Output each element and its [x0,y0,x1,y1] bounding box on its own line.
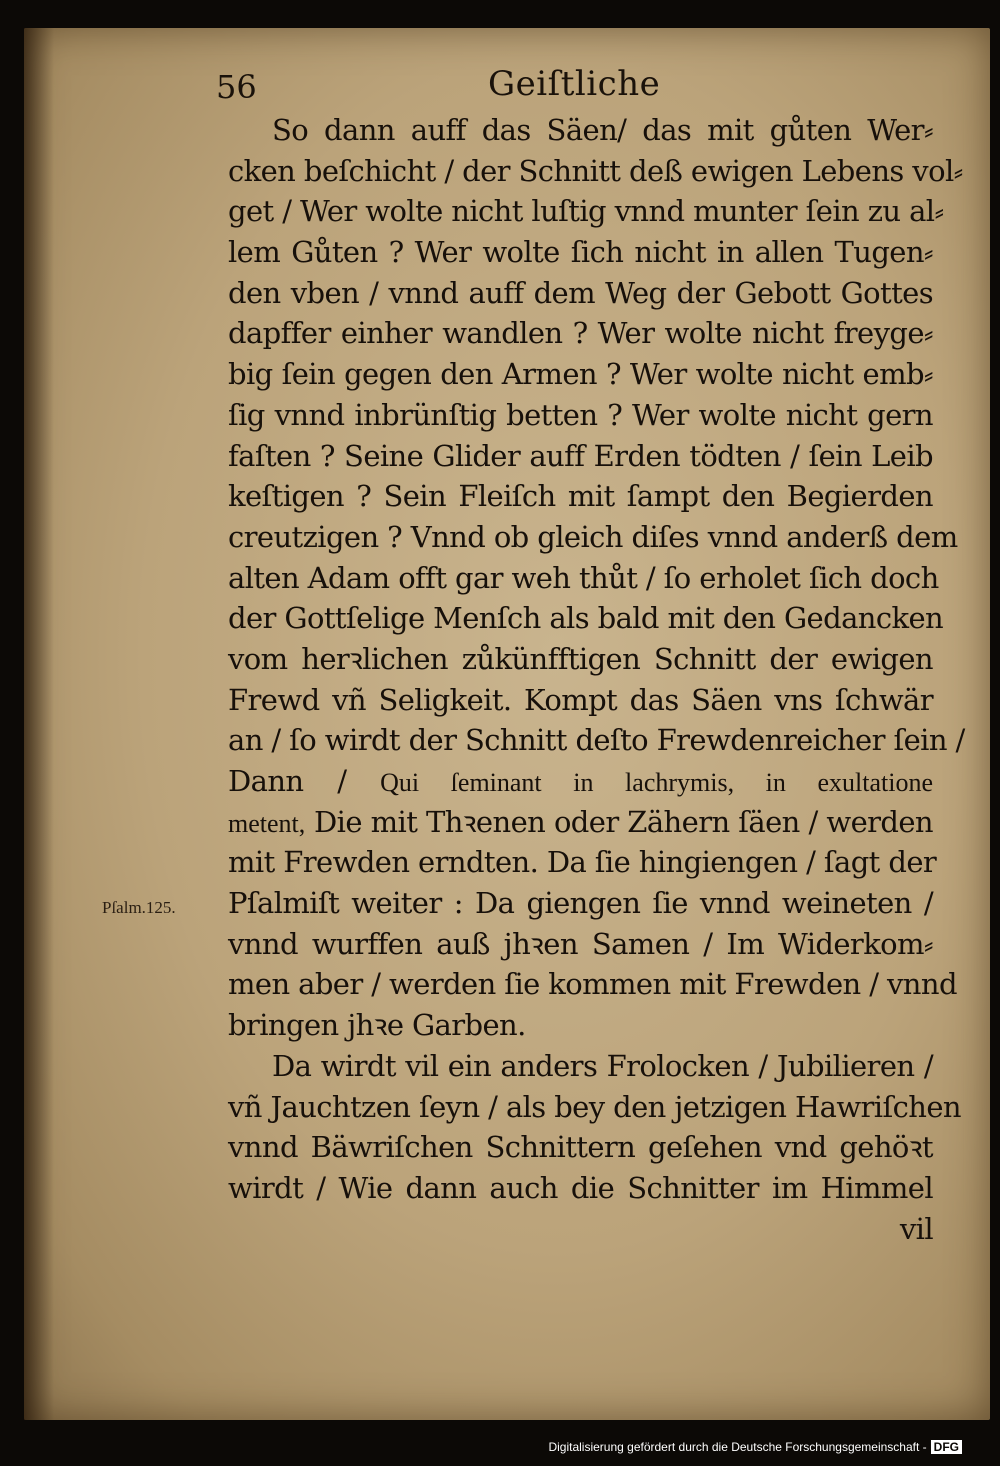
dfg-logo: DFG [931,1440,962,1454]
marginal-note: Pſalm.125. [102,898,176,917]
text-line: cken beſchicht / der Schnitt deß ewigen Lebens vol⸗ [228,153,963,188]
text-line: Da wirdt vil ein anders Frolocken / Jubilieren / [272,1048,933,1083]
catchword: vil [899,1211,933,1246]
text-line: mit Frewden erndten. Da ſie hingiengen / ſagt der [228,845,937,880]
text-line: wirdt / Wie dann auch die Schnitter im Himmel [228,1170,933,1205]
text-line: vom herꝛlichen zůkünfftigen Schnitt der ewigen [228,641,933,676]
text-line: den vben / vnnd auff dem Weg der Gebott Gottes [228,275,933,310]
latin-quote: metent, [228,808,306,838]
text-line: der Gottſelige Menſch als bald mit den Gedancken [228,601,944,636]
text-line: So dann auff das Säen/ das mit gůten Wer⸗ [272,113,933,147]
text-line: faſten ? Seine Glider auff Erden tödten / ſein Leib [228,438,933,473]
text-line: creutzigen ? Vnnd ob gleich diſes vnnd anderß dem [228,519,958,554]
text-line: ſig vnnd inbrünſtig betten ? Wer wolte nicht gern [228,397,933,432]
text-line: keſtigen ? Sein Fleiſch mit ſampt den Begierden [228,479,933,514]
page-number: 56 [216,68,257,106]
text-line-latin [228,802,933,843]
text-line: alten Adam offt gar weh thůt / ſo erholet ſich doch [228,560,939,595]
text-fragment: Dann / [228,764,347,798]
running-head: Geiſtliche [488,64,661,104]
text-line: vnnd wurffen auß jhꝛen Samen / Im Widerkom⸗ [228,926,933,961]
text-line: lem Gůten ? Wer wolte ſich nicht in allen Tugen⸗ [228,235,933,270]
text-fragment: Die mit Thꝛenen oder Zähern ſäen / werden [314,804,933,839]
text-line: get / Wer wolte nicht luſtig vnnd munter ſein zu al⸗ [228,194,944,229]
credit-text: Digitalisierung gefördert durch die Deutsche Forschungsgemeinschaft - [548,1440,927,1454]
text-line: dapffer einher wandlen ? Wer wolte nicht freyge⸗ [228,316,933,351]
text-line-latin [228,761,933,802]
funding-credit [548,1440,962,1454]
text-line: vñ Jauchtzen ſeyn / als bey den jetzigen Hawriſchen [228,1089,961,1124]
latin-quote: Qui ſeminant in lachrymis, in exultatione [380,768,933,797]
text-line: vnnd Bäwriſchen Schnittern geſehen vnd gehöꝛt [228,1130,933,1165]
text-line: men aber / werden ſie kommen mit Frewden / vnnd [228,967,957,1002]
text-line: bringen jhꝛe Garben. [228,1008,526,1043]
body-text [228,110,965,1249]
text-line: an / ſo wirdt der Schnitt deſto Frewdenreicher ſein / [228,723,965,758]
text-line: Pſalmiſt weiter : Da giengen ſie vnnd weineten / [228,886,933,921]
text-line: Frewd vñ Seligkeit. Kompt das Säen vns ſchwär [228,682,933,717]
text-line: big ſein gegen den Armen ? Wer wolte nicht emb⸗ [228,357,933,392]
